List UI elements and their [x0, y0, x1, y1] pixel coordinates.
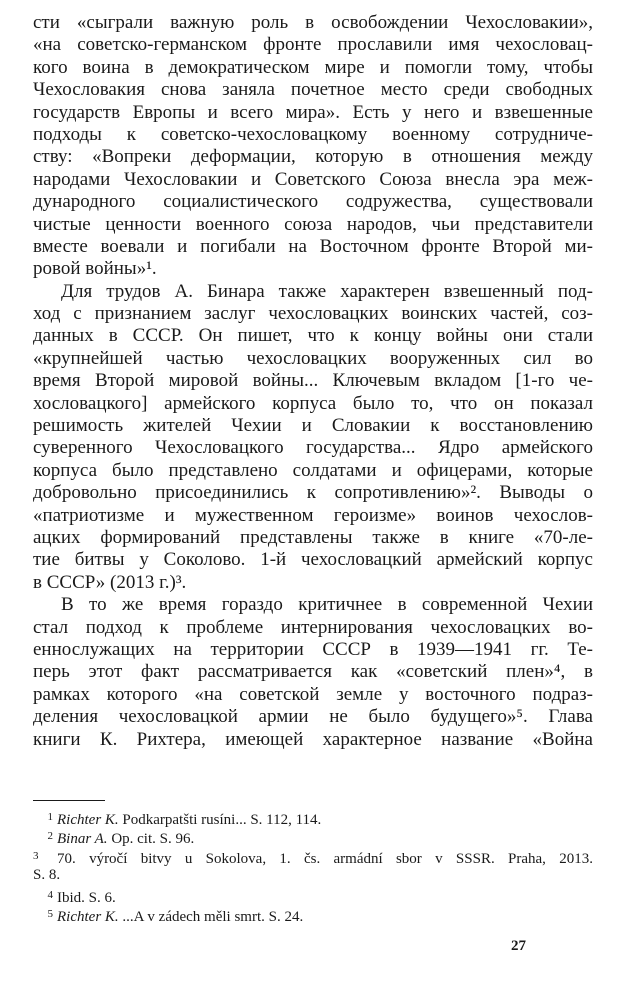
footnote-marker: 5: [47, 907, 53, 920]
text-line: тие битвы у Соколово. 1-й чехословацкий армейский корпус: [33, 549, 593, 571]
text-line: данных в СССР. Он пишет, что к концу войны они стали: [33, 325, 593, 347]
text-line: В то же время гораздо критичнее в современной Чехии: [61, 594, 593, 616]
footnote-text: Richter K. ...A v zádech měli smrt. S. 24.: [57, 908, 304, 925]
text-line: решимость жителей Чехии и Словакии к восстановлению: [33, 415, 593, 437]
text-line: чистые ценности военного союза народов, чьи представители: [33, 213, 593, 235]
text-line: «на советско-германском фронте прославили имя чехословац-: [33, 34, 593, 56]
text-line: суверенного Чехословацкого государства... Ядро армейского: [33, 437, 593, 459]
text-line: ход с признанием заслуг чехословацких воинских частей, соз-: [33, 303, 593, 325]
text-line: Для трудов А. Бинара также характерен взвешенный под-: [61, 280, 593, 302]
footnote-marker: 3: [33, 849, 39, 862]
footnote: [33, 808, 593, 827]
footnotes: [33, 808, 593, 924]
text-line: рамках которого «на советской земле у восточного подраз-: [33, 683, 593, 705]
footnote: [33, 847, 593, 866]
footnote: [33, 866, 593, 885]
footnote-marker: 2: [47, 830, 53, 843]
text-line: книги К. Рихтера, имеющей характерное название «Война: [33, 728, 593, 750]
text-line: народами Чехословакии и Советского Союза внесла эра меж-: [33, 168, 593, 190]
footnote-text: Ibid. S. 6.: [57, 889, 116, 906]
text-line: сти «сыграли важную роль в освобождении Чехословакии»,: [33, 12, 593, 33]
page-number: 27: [511, 938, 526, 954]
text-line: «патриотизме и мужественном героизме» воинов чехослов-: [33, 504, 593, 526]
text-line: еннослужащих на территории СССР в 1939—1941 гг. Те-: [33, 638, 593, 660]
text-line: Чехословакия снова заняла почетное место среди свободных: [33, 79, 593, 101]
footnote-text: 70. výročí bitvy u Sokolova, 1. čs. armádní sbor v SSSR. Praha, 2013.: [57, 850, 593, 867]
text-line: корпуса было представлено солдатами и офицерами, которые: [33, 459, 593, 481]
main-text: [33, 12, 593, 751]
text-line: добровольно присоединились к сопротивлению»². Выводы о: [33, 482, 593, 504]
text-line: вместе воевали и погибали на Восточном фронте Второй ми-: [33, 235, 593, 257]
footnote: [33, 905, 593, 924]
text-line: стал подход к проблеме интернирования чехословацких во-: [33, 616, 593, 638]
text-line: ству: «Вопреки деформации, которую в отношения между: [33, 146, 593, 168]
text-line: в СССР» (2013 г.)³.: [33, 571, 187, 593]
footnote-text: Binar A. Op. cit. S. 96.: [57, 831, 195, 848]
footnote: [33, 827, 593, 846]
footnote-separator: [33, 800, 105, 801]
text-line: ацких формирований представлены также в книге «70-ле-: [33, 526, 593, 548]
text-line: дународного социалистического содружества, существовали: [33, 191, 593, 213]
text-line: подходы к советско-чехословацкому военному сотрудниче-: [33, 123, 593, 145]
text-line: «крупнейшей частью чехословацких вооруженных сил во: [33, 347, 593, 369]
text-line: перь этот факт рассматривается как «советский плен»⁴, в: [33, 661, 593, 683]
footnote-marker: 4: [47, 888, 53, 901]
text-line: деления чехословацкой армии не было будущего»⁵. Глава: [33, 706, 593, 728]
footnote-text: S. 8.: [33, 867, 61, 884]
text-line: время Второй мировой войны... Ключевым вкладом [1-го че-: [33, 370, 593, 392]
footnote: [33, 886, 593, 905]
footnote-marker: 1: [47, 811, 53, 823]
text-line: хословацкого] армейского корпуса было то, что он показал: [33, 392, 593, 414]
footnote-text: Richter K. Podkarpatšti rusíni... S. 112, 114.: [57, 812, 322, 828]
text-line: государств Европы и всего мира». Есть у него и взвешенные: [33, 101, 593, 123]
text-line: ровой войны»¹.: [33, 258, 157, 280]
text-line: кого воина в демократическом мире и помогли тому, чтобы: [33, 56, 593, 78]
